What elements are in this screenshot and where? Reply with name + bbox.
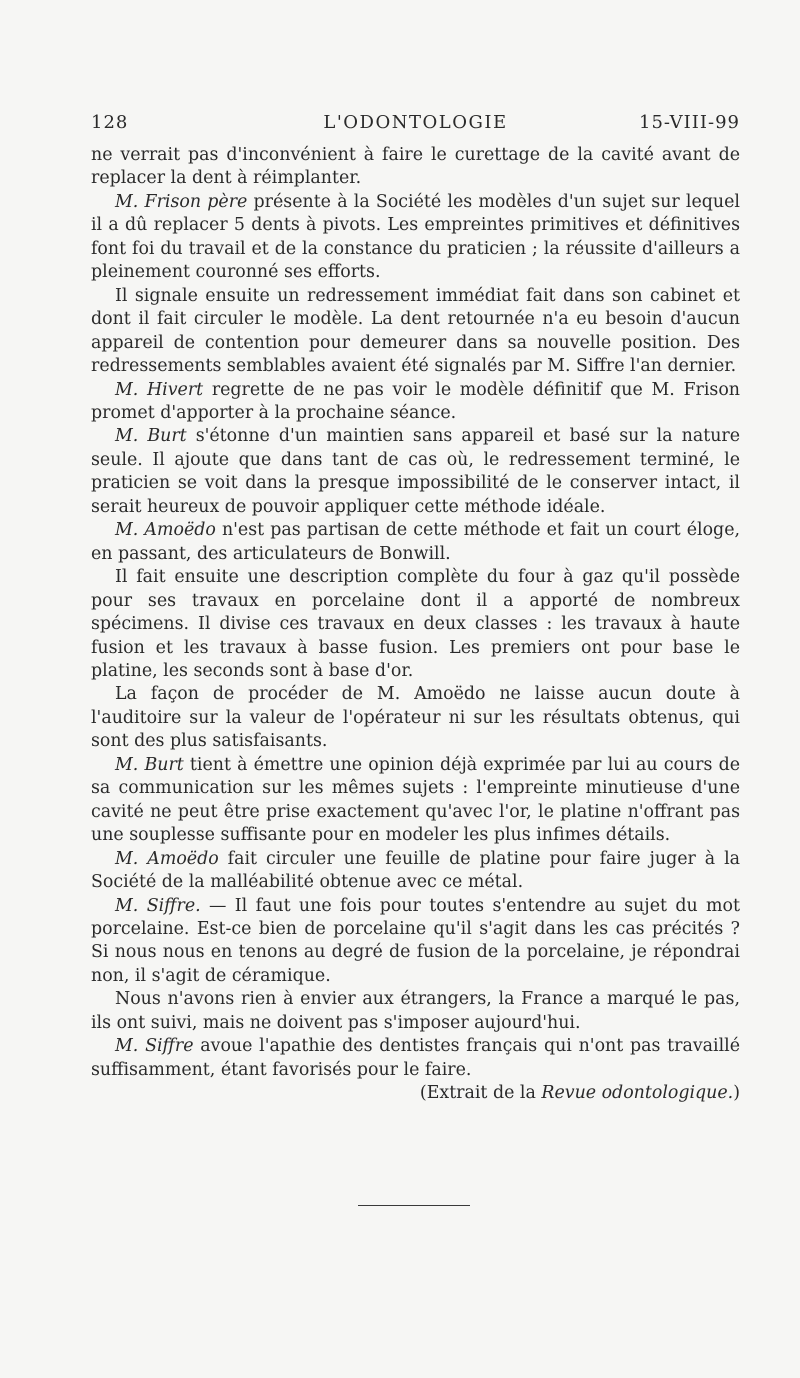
end-rule bbox=[358, 1205, 470, 1206]
speaker-name: M. Burt bbox=[115, 426, 187, 447]
article-body bbox=[91, 144, 740, 1082]
paragraph-2: M. Frison père présente à la Société les modèles d'un sujet sur lequel il a dû replacer 5 dents à pivots. Les empreintes primitives et définitives font foi du travail et de la constance du praticien ; la réussite d'ailleurs a pleinement couronné ses efforts. bbox=[91, 191, 740, 283]
paragraph-10: M. Amoëdo fait circuler une feuille de platine pour faire juger à la Société de la malléabilité obtenue avec ce métal. bbox=[91, 848, 741, 893]
paragraph-3: Il signale ensuite un redressement immédiat fait dans son cabinet et dont il fait circuler le modèle. La dent retournée n'a eu besoin d'aucun appareil de contention pour demeurer dans sa nouvelle position. Des redressements semblables avaient été signalés par M. Siffre l'an dernier. bbox=[91, 285, 740, 377]
running-head bbox=[91, 112, 740, 142]
paragraph-9: M. Burt tient à émettre une opinion déjà exprimée par lui au cours de sa communication sur les mêmes sujets : l'empreinte minutieuse d'une cavité ne peut être prise exactement qu'avec l'or, le platine n'offrant pas une souplesse suffisante pour en modeler les plus infimes détails. bbox=[91, 754, 740, 846]
speaker-name: M. Siffre. bbox=[115, 895, 201, 916]
paragraph-4: M. Hivert regrette de ne pas voir le modèle définitif que M. Frison promet d'apporter à la prochaine séance. bbox=[91, 379, 740, 423]
paragraph-11: M. Siffre. — Il faut une fois pour toutes s'entendre au sujet du mot porcelaine. Est-ce bien de porcelaine qu'il s'agit dans les cas précités ? Si nous nous en tenons au degré de fusion de la porcelaine, je répondrai non, il s'agit de céramique. bbox=[91, 895, 741, 986]
journal-title: L'ODONTOLOGIE bbox=[323, 112, 508, 133]
paragraph-12: Nous n'avons rien à envier aux étrangers, la France a marqué le pas, ils ont suivi, mais ne doivent pas s'imposer aujourd'hui. bbox=[91, 989, 740, 1033]
paragraph-1: ne verrait pas d'inconvénient à faire le curettage de la cavité avant de replacer la dent à réimplanter. bbox=[91, 145, 740, 189]
page-number: 128 bbox=[91, 112, 129, 133]
paragraph-7: Il fait ensuite une description complète du four à gaz qu'il possède pour ses travaux en porcelaine dont il a apporté de nombreux spécimens. Il divise ces travaux en deux classes : les travaux à haute fusion et les travaux à basse fusion. Les premiers ont pour base le platine, les seconds sont à base d'or. bbox=[91, 567, 740, 681]
page-content bbox=[91, 112, 740, 1106]
speaker-name: M. Hivert bbox=[115, 379, 204, 400]
source-journal: Revue odontologique. bbox=[541, 1083, 734, 1104]
paragraph-8: La façon de procéder de M. Amoëdo ne laisse aucun doute à l'auditoire sur la valeur de l'opérateur ni sur les résultats obtenus, qui sont des plus satisfaisants. bbox=[91, 684, 740, 752]
paragraph-13: M. Siffre avoue l'apathie des dentistes français qui n'ont pas travaillé suffisamment, étant favorisés pour le faire. bbox=[91, 1036, 741, 1080]
speaker-name: M. Amoëdo bbox=[115, 520, 216, 541]
issue-date: 15-VIII-99 bbox=[639, 112, 740, 133]
paragraph-5: M. Burt s'étonne d'un maintien sans appareil et basé sur la nature seule. Il ajoute que dans tant de cas où, le redressement terminé, le praticien se voit dans la presque impossibilité de le conserver intact, il serait heureux de pouvoir appliquer cette méthode idéale. bbox=[91, 426, 740, 517]
source-citation: (Extrait de la Revue odontologique.) bbox=[419, 1083, 740, 1104]
speaker-name: M. Siffre bbox=[115, 1036, 194, 1057]
speaker-name: M. Amoëdo bbox=[115, 848, 219, 869]
paragraph-6: M. Amoëdo n'est pas partisan de cette méthode et fait un court éloge, en passant, des articulateurs de Bonwill. bbox=[91, 520, 741, 564]
speaker-name: M. Burt bbox=[115, 754, 184, 775]
speaker-name: M. Frison père bbox=[115, 191, 248, 212]
